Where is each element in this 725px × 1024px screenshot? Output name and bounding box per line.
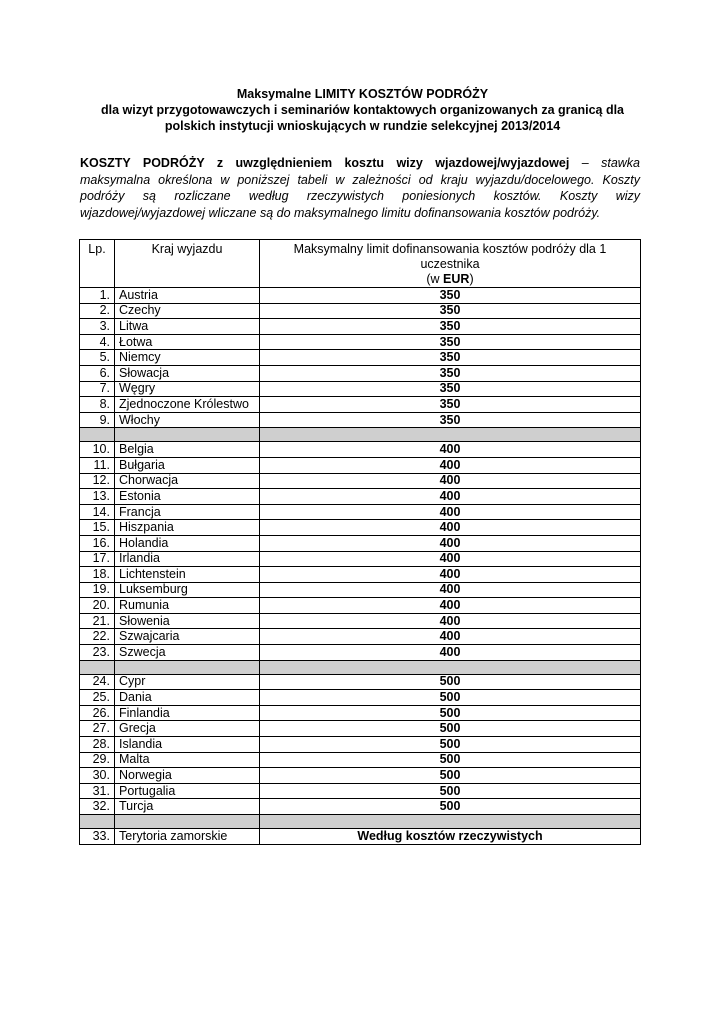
row-lp: 10.: [80, 442, 115, 458]
row-country: Szwajcaria: [115, 629, 260, 645]
table-row: [80, 674, 641, 690]
intro-rest: stawka maksymalna określona w poniższej tabeli w zależności od kraju wyjazdu/docelowego. Koszty podróży są rozliczane według rzeczywistych poniesionych kosztów. Koszty wizy wjazdowej/wyjazdowej wliczane są do maksymalnego limitu dofinansowania kosztów podróży.: [80, 156, 640, 220]
table-row: [80, 473, 641, 489]
row-country: Dania: [115, 690, 260, 706]
row-country: Grecja: [115, 721, 260, 737]
row-lp: 17.: [80, 551, 115, 567]
table-row: [80, 457, 641, 473]
header-country: Kraj wyjazdu: [115, 240, 260, 288]
title-line-3: polskich instytucji wnioskujących w rundzie selekcyjnej 2013/2014: [164, 119, 561, 133]
row-limit-value: 400: [260, 489, 641, 505]
row-lp: 6.: [80, 365, 115, 381]
row-limit-value: 400: [260, 551, 641, 567]
separator-cell: [115, 428, 260, 442]
table-row: [80, 397, 641, 413]
row-lp: 4.: [80, 334, 115, 350]
table-row: [80, 768, 641, 784]
row-country: Węgry: [115, 381, 260, 397]
row-lp: 26.: [80, 705, 115, 721]
header-currency-prefix: (w: [426, 272, 444, 286]
row-limit-value: 350: [260, 288, 641, 304]
row-country: Belgia: [115, 442, 260, 458]
row-limit-value: 350: [260, 334, 641, 350]
row-lp: 7.: [80, 381, 115, 397]
table-row: [80, 567, 641, 583]
separator-cell: [80, 660, 115, 674]
row-country: Zjednoczone Królestwo: [115, 397, 260, 413]
document-title: [60, 86, 665, 134]
row-lp: 25.: [80, 690, 115, 706]
table-row: [80, 829, 641, 845]
table-row: [80, 645, 641, 661]
row-limit-value: 400: [260, 457, 641, 473]
title-line-2: dla wizyt przygotowawczych i seminariów kontaktowych organizowanych za granicą dla: [100, 103, 625, 117]
table-row: [80, 442, 641, 458]
row-limit-value: 500: [260, 674, 641, 690]
table-row: [80, 705, 641, 721]
separator-cell: [260, 815, 641, 829]
intro-lead: KOSZTY PODRÓŻY z uwzględnieniem kosztu wizy wjazdowej/wyjazdowej: [80, 156, 570, 170]
row-country: Finlandia: [115, 705, 260, 721]
separator-cell: [80, 815, 115, 829]
row-limit-value: 500: [260, 705, 641, 721]
group-separator-row: [80, 660, 641, 674]
group-separator-row: [80, 428, 641, 442]
row-country: Czechy: [115, 303, 260, 319]
row-country: Słowacja: [115, 365, 260, 381]
row-limit-value: 500: [260, 690, 641, 706]
table-row: [80, 412, 641, 428]
row-limit-value: 400: [260, 598, 641, 614]
row-country: Turcja: [115, 799, 260, 815]
row-country: Łotwa: [115, 334, 260, 350]
table-header-row: [80, 240, 641, 288]
row-limit-value: Według kosztów rzeczywistych: [260, 829, 641, 845]
row-country: Hiszpania: [115, 520, 260, 536]
row-limit-value: 500: [260, 721, 641, 737]
row-limit-value: 350: [260, 365, 641, 381]
row-lp: 18.: [80, 567, 115, 583]
table-row: [80, 520, 641, 536]
row-lp: 30.: [80, 768, 115, 784]
separator-cell: [80, 428, 115, 442]
row-lp: 29.: [80, 752, 115, 768]
row-limit-value: 400: [260, 613, 641, 629]
row-limit-value: 400: [260, 567, 641, 583]
row-country: Luksemburg: [115, 582, 260, 598]
table-row: [80, 737, 641, 753]
row-country: Estonia: [115, 489, 260, 505]
row-lp: 16.: [80, 535, 115, 551]
table-row: [80, 598, 641, 614]
row-country: Cypr: [115, 674, 260, 690]
row-lp: 24.: [80, 674, 115, 690]
intro-dash: –: [569, 156, 602, 170]
row-lp: 8.: [80, 397, 115, 413]
table-row: [80, 350, 641, 366]
table-row: [80, 365, 641, 381]
row-lp: 3.: [80, 319, 115, 335]
row-limit-value: 400: [260, 535, 641, 551]
header-limit-text: Maksymalny limit dofinansowania kosztów podróży dla 1 uczestnika: [293, 242, 607, 271]
table-row: [80, 582, 641, 598]
row-lp: 15.: [80, 520, 115, 536]
table-row: [80, 783, 641, 799]
row-lp: 21.: [80, 613, 115, 629]
row-country: Norwegia: [115, 768, 260, 784]
row-country: Rumunia: [115, 598, 260, 614]
row-lp: 19.: [80, 582, 115, 598]
row-country: Islandia: [115, 737, 260, 753]
row-country: Chorwacja: [115, 473, 260, 489]
separator-cell: [115, 660, 260, 674]
table-row: [80, 535, 641, 551]
header-lp: Lp.: [80, 240, 115, 288]
row-country: Szwecja: [115, 645, 260, 661]
title-line-1: Maksymalne LIMITY KOSZTÓW PODRÓŻY: [236, 87, 489, 101]
row-country: Irlandia: [115, 551, 260, 567]
row-lp: 33.: [80, 829, 115, 845]
row-country: Bułgaria: [115, 457, 260, 473]
table-row: [80, 799, 641, 815]
row-lp: 31.: [80, 783, 115, 799]
row-country: Francja: [115, 504, 260, 520]
row-lp: 1.: [80, 288, 115, 304]
row-limit-value: 400: [260, 582, 641, 598]
table-row: [80, 721, 641, 737]
row-lp: 12.: [80, 473, 115, 489]
row-lp: 22.: [80, 629, 115, 645]
row-limit-value: 400: [260, 442, 641, 458]
header-limit: [260, 240, 641, 288]
row-lp: 20.: [80, 598, 115, 614]
row-lp: 14.: [80, 504, 115, 520]
row-limit-value: 400: [260, 473, 641, 489]
table-row: [80, 551, 641, 567]
row-lp: 27.: [80, 721, 115, 737]
row-country: Litwa: [115, 319, 260, 335]
table-row: [80, 489, 641, 505]
row-limit-value: 350: [260, 350, 641, 366]
row-limit-value: 350: [260, 303, 641, 319]
row-country: Słowenia: [115, 613, 260, 629]
row-country: Holandia: [115, 535, 260, 551]
intro-paragraph: [80, 155, 640, 221]
table-row: [80, 319, 641, 335]
row-limit-value: 400: [260, 645, 641, 661]
table-row: [80, 690, 641, 706]
row-country: Terytoria zamorskie: [115, 829, 260, 845]
row-lp: 28.: [80, 737, 115, 753]
row-limit-value: 500: [260, 799, 641, 815]
row-country: Malta: [115, 752, 260, 768]
row-country: Portugalia: [115, 783, 260, 799]
row-limit-value: 350: [260, 397, 641, 413]
row-lp: 9.: [80, 412, 115, 428]
table-body: [80, 288, 641, 845]
row-limit-value: 400: [260, 629, 641, 645]
table-row: [80, 334, 641, 350]
table-row: [80, 613, 641, 629]
row-lp: 23.: [80, 645, 115, 661]
table-row: [80, 752, 641, 768]
row-limit-value: 500: [260, 752, 641, 768]
row-limit-value: 350: [260, 381, 641, 397]
table-row: [80, 504, 641, 520]
table-row: [80, 288, 641, 304]
separator-cell: [260, 660, 641, 674]
group-separator-row: [80, 815, 641, 829]
row-limit-value: 400: [260, 504, 641, 520]
header-currency: EUR: [443, 272, 470, 286]
row-country: Niemcy: [115, 350, 260, 366]
row-limit-value: 350: [260, 319, 641, 335]
row-country: Włochy: [115, 412, 260, 428]
separator-cell: [115, 815, 260, 829]
row-limit-value: 350: [260, 412, 641, 428]
row-limit-value: 500: [260, 737, 641, 753]
header-currency-suffix: ): [469, 272, 474, 286]
limits-table: [79, 239, 641, 845]
table-row: [80, 303, 641, 319]
row-lp: 32.: [80, 799, 115, 815]
row-limit-value: 500: [260, 768, 641, 784]
separator-cell: [260, 428, 641, 442]
row-country: Austria: [115, 288, 260, 304]
table-row: [80, 629, 641, 645]
row-country: Lichtenstein: [115, 567, 260, 583]
row-lp: 13.: [80, 489, 115, 505]
row-limit-value: 500: [260, 783, 641, 799]
row-limit-value: 400: [260, 520, 641, 536]
row-lp: 2.: [80, 303, 115, 319]
row-lp: 5.: [80, 350, 115, 366]
table-row: [80, 381, 641, 397]
row-lp: 11.: [80, 457, 115, 473]
